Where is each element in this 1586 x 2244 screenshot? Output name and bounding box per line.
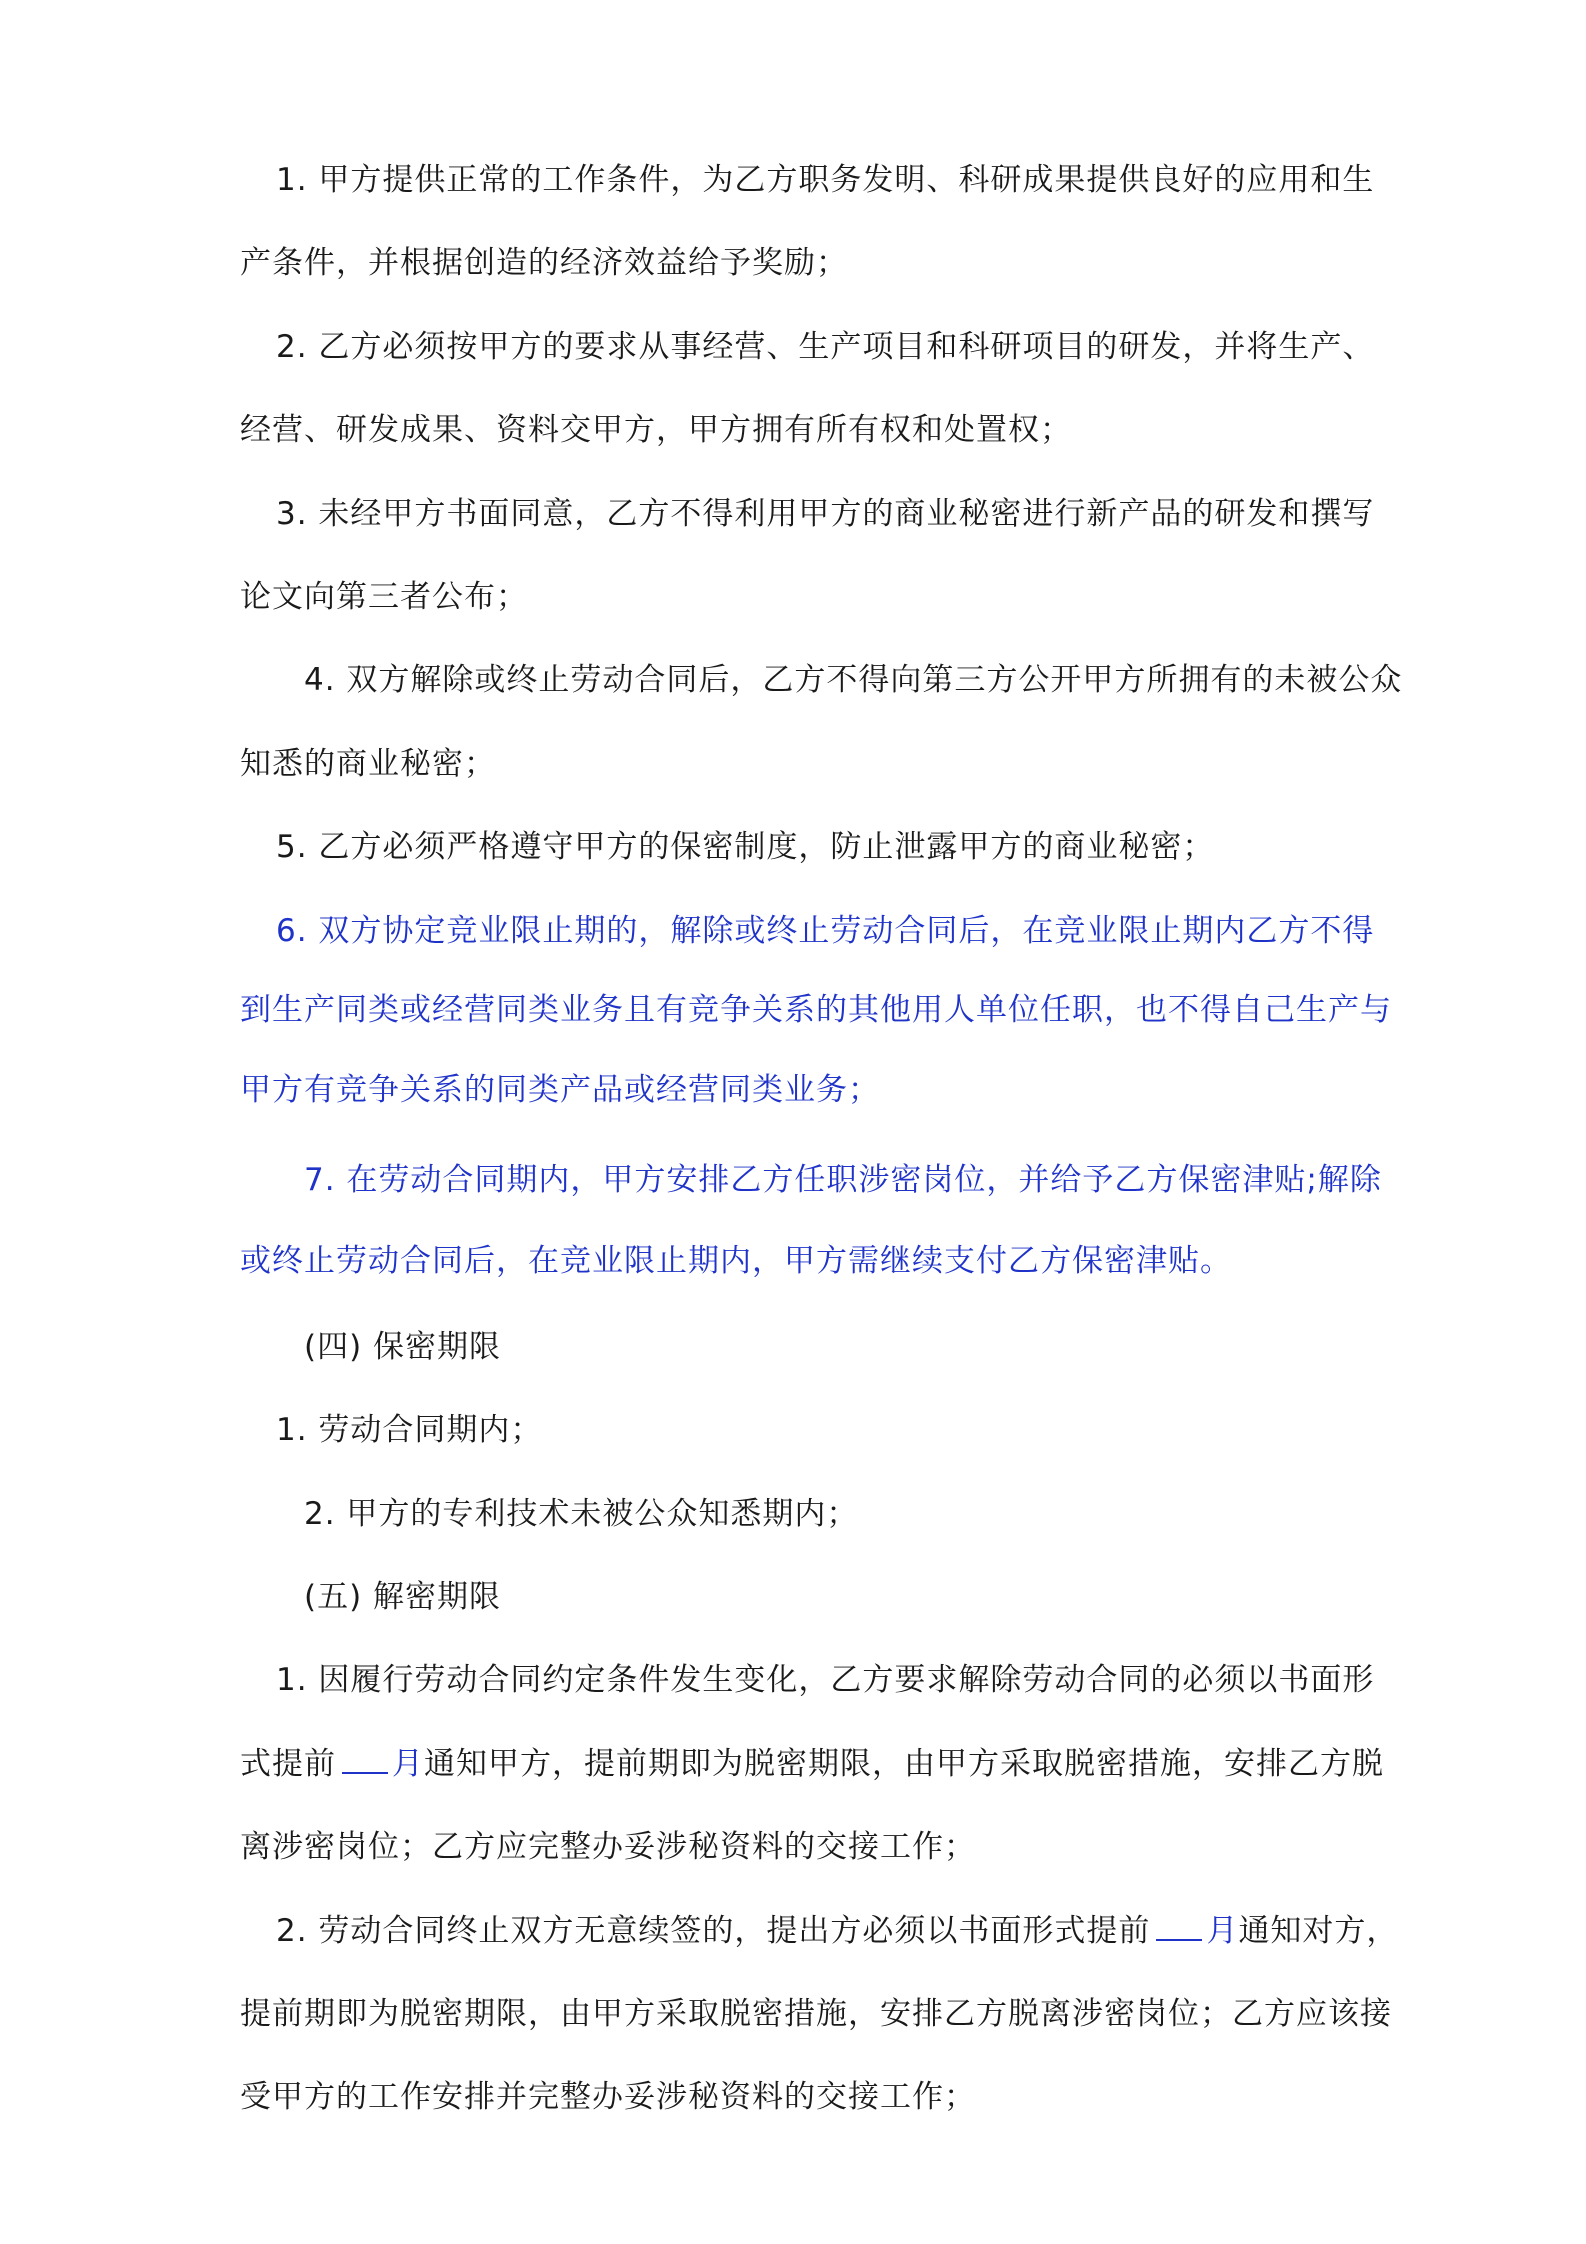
month-unit-label: 月 [392, 1746, 424, 1782]
months-blank-field-2[interactable] [1156, 1911, 1202, 1941]
section-4-item-2: 2. 甲方的专利技术未被公众知悉期内； [304, 1496, 859, 1532]
section-5-item-1-line-2 [240, 1744, 1384, 1784]
item-2-prefix: 2. 劳动合同终止双方无意续签的，提出方必须以书面形式提前 [276, 1913, 1151, 1949]
clause-7-line-2: 或终止劳动合同后，在竞业限止期内，甲方需继续支付乙方保密津贴。 [240, 1243, 1232, 1279]
section-5-item-2-line-3: 受甲方的工作安排并完整办妥涉秘资料的交接工作； [240, 2079, 976, 2115]
section-4-item-1: 1. 劳动合同期内； [276, 1412, 543, 1448]
item-2-suffix: 通知对方， [1238, 1913, 1399, 1949]
clause-6-line-3: 甲方有竞争关系的同类产品或经营同类业务； [240, 1072, 880, 1108]
section-5-heading: (五) 解密期限 [304, 1579, 502, 1615]
item-1-suffix: 通知甲方，提前期即为脱密期限，由甲方采取脱密措施，安排乙方脱 [424, 1746, 1384, 1782]
section-5-item-1-line-1: 1. 因履行劳动合同约定条件发生变化，乙方要求解除劳动合同的必须以书面形 [276, 1662, 1375, 1698]
months-blank-field[interactable] [342, 1744, 388, 1774]
clause-1-line-1: 1. 甲方提供正常的工作条件，为乙方职务发明、科研成果提供良好的应用和生 [276, 162, 1375, 198]
item-1-prefix: 式提前 [240, 1746, 336, 1782]
month-unit-label-2: 月 [1206, 1913, 1239, 1949]
clause-2-line-1: 2. 乙方必须按甲方的要求从事经营、生产项目和科研项目的研发，并将生产、 [276, 329, 1375, 365]
clause-7-line-1: 7. 在劳动合同期内，甲方安排乙方任职涉密岗位，并给予乙方保密津贴;解除 [304, 1162, 1382, 1198]
clause-3-line-1: 3. 未经甲方书面同意，乙方不得利用甲方的商业秘密进行新产品的研发和撰写 [276, 496, 1375, 532]
clause-6-line-2: 到生产同类或经营同类业务且有竞争关系的其他用人单位任职，也不得自己生产与 [240, 992, 1392, 1028]
section-4-heading: (四) 保密期限 [304, 1329, 502, 1365]
clause-2-line-2: 经营、研发成果、资料交甲方，甲方拥有所有权和处置权； [240, 412, 1072, 448]
clause-6-line-1: 6. 双方协定竞业限止期的，解除或终止劳动合同后，在竞业限止期内乙方不得 [276, 913, 1375, 949]
clause-4-line-2: 知悉的商业秘密； [240, 746, 496, 782]
clause-5-line-1: 5. 乙方必须严格遵守甲方的保密制度，防止泄露甲方的商业秘密； [276, 829, 1215, 865]
section-5-item-2-line-1 [276, 1911, 1398, 1951]
clause-3-line-2: 论文向第三者公布； [240, 579, 528, 615]
section-5-item-2-line-2: 提前期即为脱密期限，由甲方采取脱密措施，安排乙方脱离涉密岗位；乙方应该接 [240, 1996, 1392, 2032]
clause-1-line-2: 产条件，并根据创造的经济效益给予奖励； [240, 245, 848, 281]
clause-4-line-1: 4. 双方解除或终止劳动合同后，乙方不得向第三方公开甲方所拥有的未被公众 [304, 662, 1403, 698]
section-5-item-1-line-3: 离涉密岗位；乙方应完整办妥涉秘资料的交接工作； [240, 1829, 976, 1865]
